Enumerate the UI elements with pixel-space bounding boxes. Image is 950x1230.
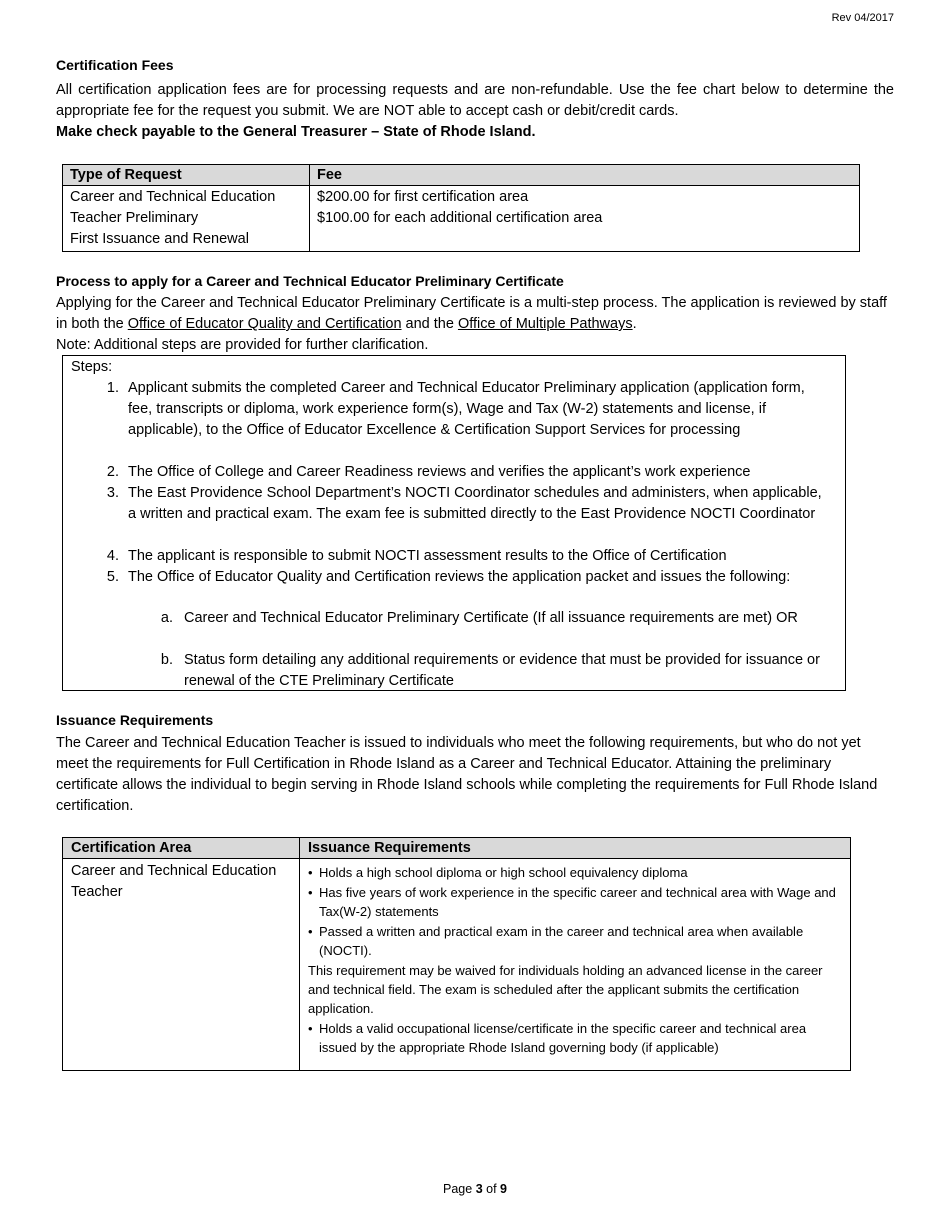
bullet-icon: • — [308, 924, 313, 939]
step-number: 5. — [106, 569, 119, 585]
fee-table-row — [63, 186, 860, 252]
page-footer — [0, 1182, 950, 1196]
step-text: The Office of College and Career Readiness reviews and verifies the applicant’s work experience — [128, 464, 751, 480]
process-intro-text: Applying for the Career and Technical Educator Preliminary Certificate is a multi-step process. The application is reviewed by staff in both the — [56, 295, 887, 332]
issuance-header-area: Certification Area — [63, 838, 300, 859]
bullet-icon: • — [308, 1021, 313, 1036]
fees-intro: All certification application fees are for processing requests and are non-refundable. Use the fee chart below to determine the appropriate fee for the request you submit. We are NOT able to accept cash or debit/credit cards. — [56, 82, 894, 119]
check-payable-note: Make check payable to the General Treasurer – State of Rhode Island. — [56, 124, 536, 140]
issuance-table-header-row — [63, 838, 851, 859]
issuance-table-row — [63, 859, 851, 1071]
fee-table-header-row — [63, 165, 860, 186]
process-heading: Process to apply for a Career and Technical Educator Preliminary Certificate — [56, 273, 564, 289]
bullet-icon: • — [308, 885, 313, 900]
step-number: 3. — [106, 485, 119, 501]
steps-label: Steps: — [71, 359, 113, 375]
process-intro-text: . — [632, 316, 637, 332]
certification-area-cell — [63, 859, 300, 1071]
requirement-text: Passed a written and practical exam in the career and technical area when available (NOCTI). — [319, 924, 804, 958]
issuance-table — [62, 837, 851, 1071]
step-number: 4. — [106, 548, 119, 564]
process-note: Note: Additional steps are provided for further clarification. — [56, 337, 429, 353]
fee-table-header-type: Type of Request — [63, 165, 310, 186]
requirement-item — [308, 883, 842, 921]
fee-table-header-fee: Fee — [310, 165, 860, 186]
step-text: The applicant is responsible to submit NOCTI assessment results to the Office of Certification — [128, 548, 727, 564]
substep-letter: a. — [160, 610, 173, 626]
bullet-icon: • — [308, 865, 313, 880]
fee-table — [62, 164, 860, 252]
type-line: First Issuance and Renewal — [70, 231, 249, 247]
revision-label: Rev 04/2017 — [831, 12, 894, 24]
type-line: Teacher Preliminary — [70, 210, 199, 226]
process-intro — [56, 293, 894, 335]
office-multiple-pathways-link[interactable]: Office of Multiple Pathways — [457, 316, 633, 332]
issuance-heading: Issuance Requirements — [56, 712, 214, 728]
requirements-cell — [300, 859, 851, 1071]
page-number-of: of — [482, 1182, 501, 1196]
steps-box — [62, 355, 846, 691]
step-number: 2. — [106, 464, 119, 480]
fee-line: $200.00 for first certification area — [317, 189, 529, 205]
fee-table-cell-fee — [310, 186, 860, 252]
page-number-prefix: Page — [443, 1182, 476, 1196]
requirements-list — [300, 859, 850, 1057]
office-quality-certification-link[interactable]: Office of Educator Quality and Certification — [127, 316, 402, 332]
requirement-item — [308, 1019, 842, 1057]
waiver-note: This requirement may be waived for individuals holding an advanced license in the career and technical field. The exam is scheduled after the applicant submits the certification application. — [308, 963, 823, 1016]
certification-area-line: Teacher — [71, 884, 123, 900]
type-line: Career and Technical Education — [70, 189, 276, 205]
step-text: Applicant submits the completed Career and Technical Educator Preliminary application (application form, fee, transcripts or diploma, work experience form(s), Wage and Tax (W-2) statements and license, if applicable), to the Office of Educator Excellence & Certification Support Services for processing — [128, 380, 805, 438]
process-intro-text: and the — [401, 316, 458, 332]
requirement-item — [308, 922, 842, 960]
current-page-number: 3 — [475, 1182, 483, 1196]
fee-line — [317, 229, 852, 250]
step-text: The East Providence School Department’s NOCTI Coordinator schedules and administers, when applicable, a written and practical exam. The exam fee is submitted directly to the East Providence NOCTI Coordinator — [128, 485, 822, 522]
substep-text: Career and Technical Educator Preliminary Certificate (If all issuance requirements are met) OR — [184, 610, 798, 626]
issuance-intro: The Career and Technical Education Teacher is issued to individuals who meet the following requirements, but who do not yet meet the requirements for Full Certification in Rhode Island as a Career and Technical Educator. Attaining the preliminary certificate allows the individual to begin serving in Rhode Island schools while completing the requirements for Full Rhode Island certification. — [56, 735, 878, 814]
substep-letter: b. — [160, 652, 173, 668]
certification-area-line: Career and Technical Education — [71, 863, 277, 879]
issuance-header-requirements: Issuance Requirements — [300, 838, 851, 859]
step-text: The Office of Educator Quality and Certification reviews the application packet and issues the following: — [128, 569, 791, 585]
requirement-text: Holds a high school diploma or high school equivalency diploma — [319, 865, 688, 880]
requirement-item — [308, 863, 842, 882]
fees-heading: Certification Fees — [56, 57, 174, 73]
fee-table-cell-type — [63, 186, 310, 252]
requirement-text: Has five years of work experience in the specific career and technical area with Wage and Tax(W-2) statements — [319, 885, 836, 919]
step-number: 1. — [106, 380, 119, 396]
substep-text: Status form detailing any additional requirements or evidence that must be provided for issuance or renewal of the CTE Preliminary Certificate — [184, 652, 820, 689]
fee-line: $100.00 for each additional certification area — [317, 210, 603, 226]
total-page-count: 9 — [500, 1182, 507, 1196]
requirement-text: Holds a valid occupational license/certificate in the specific career and technical area issued by the appropriate Rhode Island governing body (if applicable) — [319, 1021, 807, 1055]
